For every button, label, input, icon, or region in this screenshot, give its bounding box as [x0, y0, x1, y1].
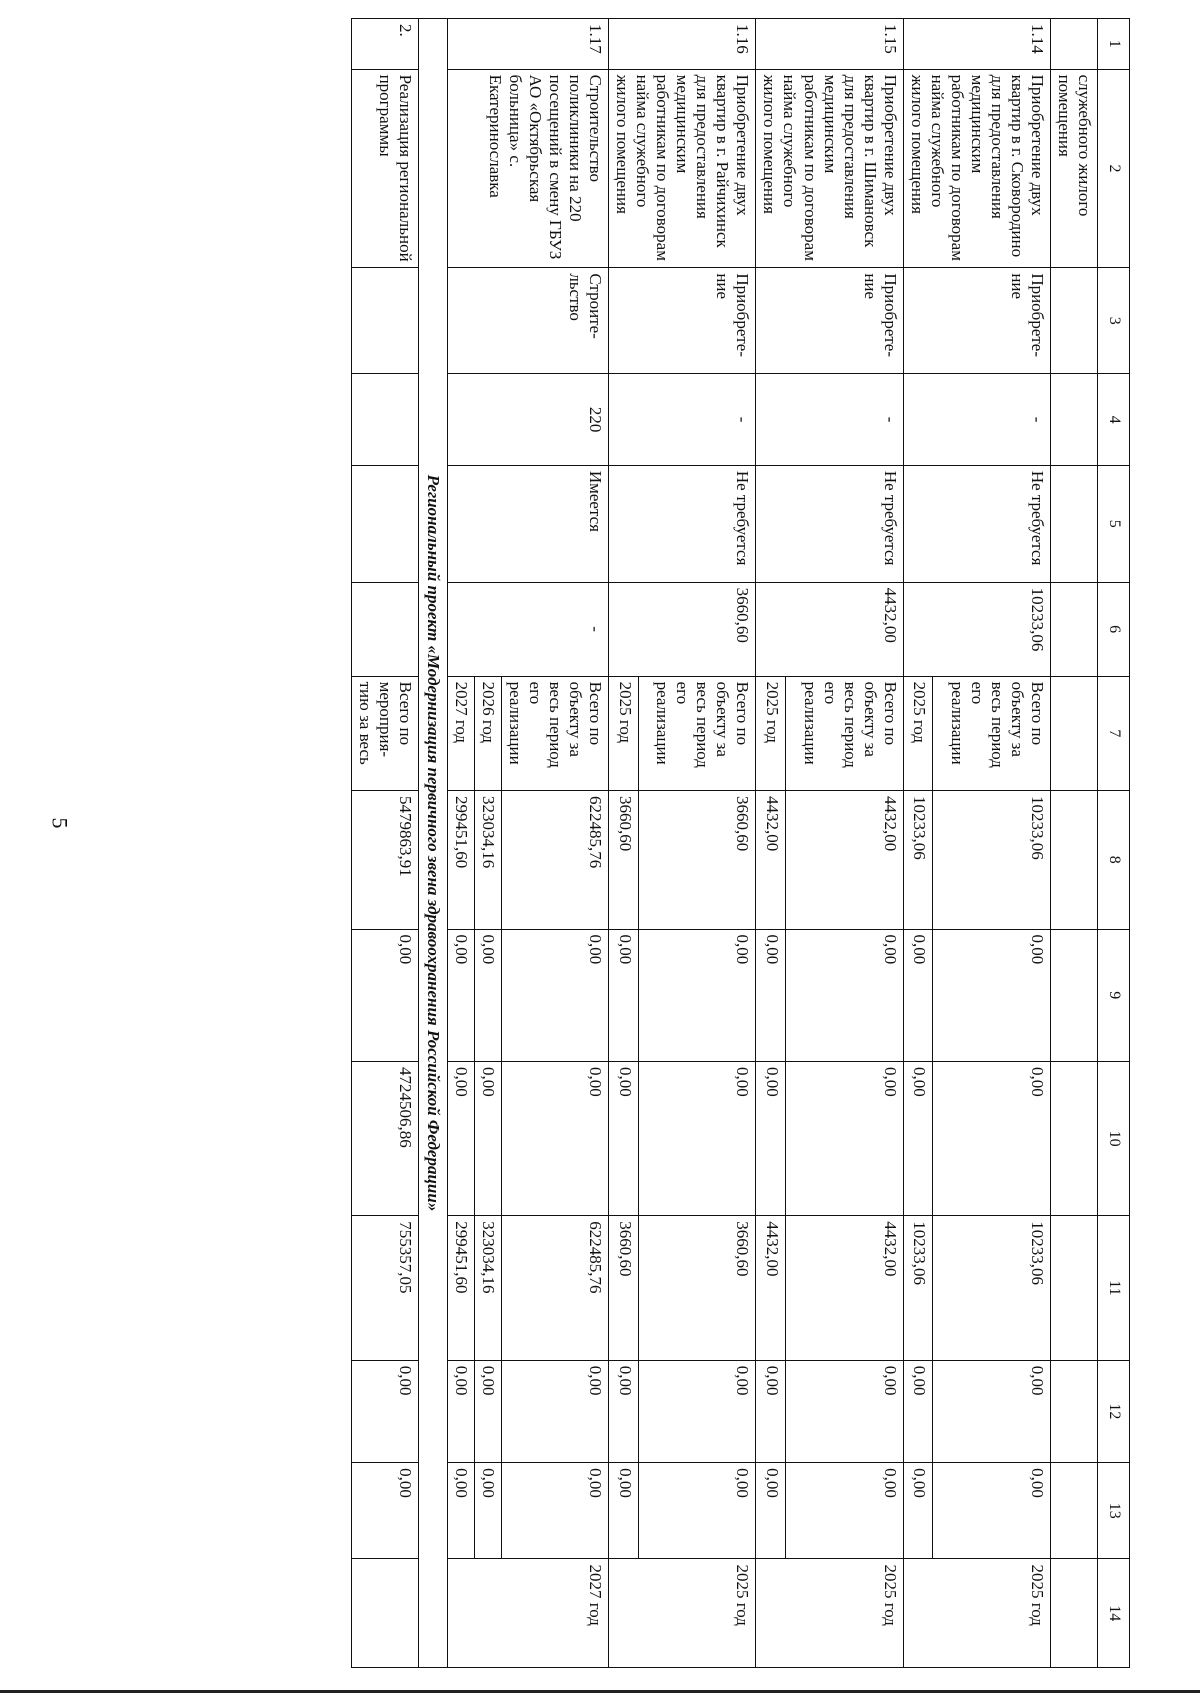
capacity: - [756, 374, 903, 466]
section-title: Региональный проект «Модернизация первичного звена здравоохранения Российской Федерации» [418, 19, 447, 1668]
continuation-text: служебного жилого помещения [1051, 69, 1098, 268]
amount-total: 3660,60 [638, 791, 756, 930]
row-number: 1.17 [447, 19, 608, 70]
column-header: 6 [1098, 582, 1130, 676]
amount-federal: 0,00 [609, 929, 639, 1061]
estimated-cost: 3660,60 [609, 582, 756, 676]
amount-col10: 0,00 [933, 1062, 1051, 1216]
work-type: Приобрете-ние [903, 268, 1050, 374]
period: 2026 год [474, 676, 501, 790]
estimated-cost: - [447, 582, 608, 676]
amount-col11: 323034,16 [474, 1216, 501, 1361]
amount-col11: 3660,60 [609, 1216, 639, 1361]
amount-total: 10233,06 [933, 791, 1051, 930]
amount-federal: 0,00 [756, 929, 786, 1061]
deadline: 2027 год [447, 1559, 608, 1668]
expertise: Не требуется [756, 465, 903, 582]
amount-col10: 0,00 [756, 1062, 786, 1216]
page-bottom-rule [0, 1690, 1200, 1693]
amount-total: 299451,60 [447, 791, 474, 930]
amount-federal: 0,00 [933, 929, 1051, 1061]
column-header: 5 [1098, 465, 1130, 582]
amount-col12: 0,00 [903, 1360, 933, 1462]
amount-col13: 0,00 [638, 1463, 756, 1559]
period: 2027 год [447, 676, 474, 790]
amount-total: 323034,16 [474, 791, 501, 930]
object-name: Приобретение двух квартир в г. Райчихинск для предоставления медицинским работникам по договорам найма служебного жилого помещения [609, 69, 756, 268]
table-row [933, 19, 1051, 1668]
amount-col10: 0,00 [638, 1062, 756, 1216]
row-number: 2. [351, 19, 418, 70]
amount-col11: 10233,06 [933, 1216, 1051, 1361]
amount-col10: 0,00 [903, 1062, 933, 1216]
amount-federal: 0,00 [903, 929, 933, 1061]
amount-total: 3660,60 [609, 791, 639, 930]
amount-col11: 4432,00 [756, 1216, 786, 1361]
amount-col10: 4724506,86 [351, 1062, 418, 1216]
amount-col12: 0,00 [756, 1360, 786, 1462]
amount-col13: 0,00 [903, 1463, 933, 1559]
estimated-cost: 10233,06 [903, 582, 1050, 676]
amount-col12: 0,00 [609, 1360, 639, 1462]
amount-col10: 0,00 [474, 1062, 501, 1216]
row-number: 1.14 [903, 19, 1050, 70]
amount-col11: 622485,76 [501, 1216, 608, 1361]
period: Всего по объекту за весь период его реализации [501, 676, 608, 790]
deadline: 2025 год [609, 1559, 756, 1668]
amount-total: 4432,00 [786, 791, 904, 930]
investment-table [351, 18, 1130, 1668]
period: Всего по объекту за весь период его реализации [786, 676, 904, 790]
table-row [501, 19, 608, 1668]
expertise: Не требуется [609, 465, 756, 582]
amount-col13: 0,00 [933, 1463, 1051, 1559]
column-header: 11 [1098, 1216, 1130, 1361]
amount-col11: 4432,00 [786, 1216, 904, 1361]
estimated-cost: 4432,00 [756, 582, 903, 676]
amount-col12: 0,00 [501, 1360, 608, 1462]
deadline: 2025 год [756, 1559, 903, 1668]
amount-federal: 0,00 [638, 929, 756, 1061]
column-header: 10 [1098, 1062, 1130, 1216]
amount-col11: 10233,06 [903, 1216, 933, 1361]
column-header: 4 [1098, 374, 1130, 466]
amount-col10: 0,00 [501, 1062, 608, 1216]
capacity: 220 [447, 374, 608, 466]
object-name: Реализация региональной программы [351, 69, 418, 268]
amount-col11: 299451,60 [447, 1216, 474, 1361]
deadline: 2025 год [903, 1559, 1050, 1668]
amount-federal: 0,00 [447, 929, 474, 1061]
row-number: 1.15 [756, 19, 903, 70]
amount-col10: 0,00 [609, 1062, 639, 1216]
amount-col10: 0,00 [786, 1062, 904, 1216]
amount-col13: 0,00 [474, 1463, 501, 1559]
amount-total: 4432,00 [756, 791, 786, 930]
row-number: 1.16 [609, 19, 756, 70]
table-row [638, 19, 756, 1668]
amount-col12: 0,00 [474, 1360, 501, 1462]
period: Всего по объекту за весь период его реализации [638, 676, 756, 790]
amount-col11: 3660,60 [638, 1216, 756, 1361]
amount-col12: 0,00 [351, 1360, 418, 1462]
amount-federal: 0,00 [474, 929, 501, 1061]
table-row [786, 19, 904, 1668]
amount-total: 622485,76 [501, 791, 608, 930]
period: 2025 год [609, 676, 639, 790]
amount-col13: 0,00 [501, 1463, 608, 1559]
amount-col13: 0,00 [609, 1463, 639, 1559]
amount-total: 5479863,91 [351, 791, 418, 930]
amount-col13: 0,00 [756, 1463, 786, 1559]
work-type: Приобрете-ние [756, 268, 903, 374]
column-header: 14 [1098, 1559, 1130, 1668]
amount-col13: 0,00 [786, 1463, 904, 1559]
column-header: 1 [1098, 19, 1130, 70]
amount-col13: 0,00 [351, 1463, 418, 1559]
object-name: Строительство поликлиники на 220 посещений в смену ГБУЗ АО «Октябрьская больница» с. Екатеринославка [447, 69, 608, 268]
page-number: 5 [47, 817, 73, 829]
header-row [1098, 19, 1130, 1668]
amount-col12: 0,00 [933, 1360, 1051, 1462]
section-row [418, 19, 447, 1668]
period: Всего по объекту за весь период его реализации [933, 676, 1051, 790]
work-type: Строите-льство [447, 268, 608, 374]
amount-col12: 0,00 [447, 1360, 474, 1462]
amount-col12: 0,00 [786, 1360, 904, 1462]
rotated-table-container [145, 18, 1130, 1668]
period: 2025 год [756, 676, 786, 790]
work-type: Приобрете-ние [609, 268, 756, 374]
column-header: 13 [1098, 1463, 1130, 1559]
column-header: 3 [1098, 268, 1130, 374]
column-header: 8 [1098, 791, 1130, 930]
amount-total: 10233,06 [903, 791, 933, 930]
column-header: 7 [1098, 676, 1130, 790]
amount-col11: 755357,05 [351, 1216, 418, 1361]
amount-col12: 0,00 [638, 1360, 756, 1462]
amount-col13: 0,00 [447, 1463, 474, 1559]
expertise: Имеется [447, 465, 608, 582]
amount-federal: 0,00 [501, 929, 608, 1061]
continuation-row [1051, 19, 1098, 1668]
amount-federal: 0,00 [351, 929, 418, 1061]
period: 2025 год [903, 676, 933, 790]
table-row [351, 19, 418, 1668]
capacity: - [903, 374, 1050, 466]
column-header: 2 [1098, 69, 1130, 268]
capacity: - [609, 374, 756, 466]
column-header: 12 [1098, 1360, 1130, 1462]
amount-col10: 0,00 [447, 1062, 474, 1216]
expertise: Не требуется [903, 465, 1050, 582]
period: Всего по мероприя-тию за весь [351, 676, 418, 790]
amount-federal: 0,00 [786, 929, 904, 1061]
object-name: Приобретение двух квартир в г. Сковородино для предоставления медицинским работникам по договорам найма служебного жилого помещения [903, 69, 1050, 268]
object-name: Приобретение двух квартир в г. Шимановск для предоставления медицинским работникам по договорам найма служебного жилого помещения [756, 69, 903, 268]
column-header: 9 [1098, 929, 1130, 1061]
